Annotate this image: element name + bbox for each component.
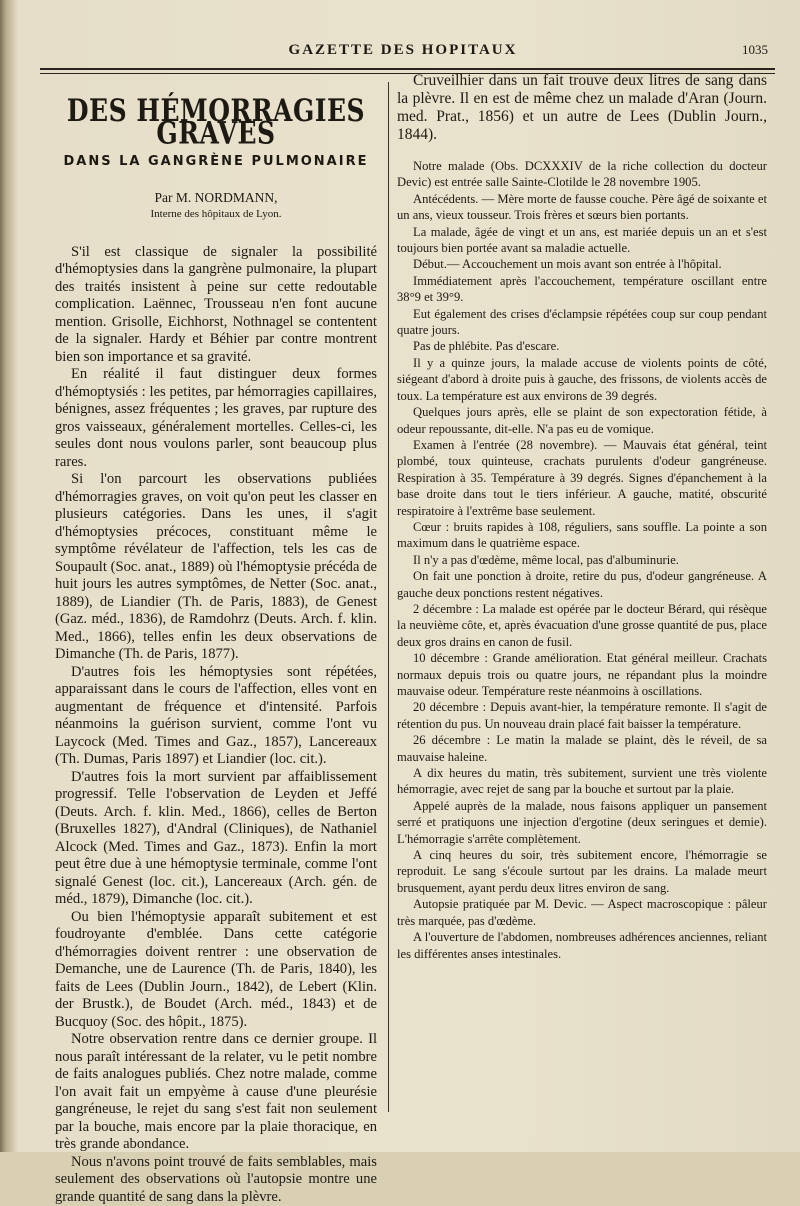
paragraph: En réalité il faut distinguer deux formes d'hémoptysiés : les petites, par hémorragies capillaires, bénignes, assez fréquentes ; les graves, par rupture des gros vaisseaux, généralement mortelles. Celles-ci, les seules dont nous voulons parler, sont beaucoup plus rares. xyxy=(55,366,377,471)
right-column xyxy=(397,72,767,962)
paragraph: Si l'on parcourt les observations publiées d'hémorragies graves, on voit qu'on peut les classer en plusieurs catégories. Dans les unes, il s'agit d'hémoptysies précoces, constituant même le symptôme révélateur de l'affection, tels les cas de Soupault (Soc. anat., 1889) où l'hémoptysie précéda de huit jours les autres symptômes, de Netter (Soc. anat., 1889), de Liandier (Th. de Paris, 1883), de Genest (Gaz. méd., 1836), de Ramdohrz (Deuts. Arch. f. klin. Med., 1866), telles enfin les deux observations de Dimanche (Th. de Paris, 1877). xyxy=(55,471,377,664)
journal-title: GAZETTE DES HOPITAUX xyxy=(38,42,768,59)
paragraph: On fait une ponction à droite, retire du pus, d'odeur gangréneuse. A gauche deux ponctions restent négatives. xyxy=(397,568,767,601)
column-divider xyxy=(388,82,389,1112)
intro-paragraph: Cruveilhier dans un fait trouve deux litres de sang dans la plèvre. Il en est de même chez un malade d'Aran (Journ. med. Prat., 1856) et un autre de Lees (Dublin Journ., 1844). xyxy=(397,72,767,144)
paragraph: Il y a quinze jours, la malade accuse de violents points de côté, siégeant d'abord à droite puis à gauche, des frissons, de violents accès de toux. La température est aux environs de 39 degrés. xyxy=(397,355,767,404)
article-author: Par M. NORDMANN, xyxy=(55,189,377,207)
paragraph: A dix heures du matin, très subitement, survient une très violente hémorragie, avec rejet de sang par la bouche et surtout par la plaie. xyxy=(397,765,767,798)
paragraph: Eut également des crises d'éclampsie répétées coup sur coup pendant quatre jours. xyxy=(397,306,767,339)
paragraph: Examen à l'entrée (28 novembre). — Mauvais état général, teint plombé, toux quinteuse, crachats purulents d'odeur gangréneuse. Respiration à 35. Température à 39 degrés. Signes d'épanchement à la base droite dans tout le tiers inférieur. A gauche, matité, obscurité respiratoire à l'extrême base seulement. xyxy=(397,437,767,519)
article-subtitle: DANS LA GANGRÈNE PULMONAIRE xyxy=(55,153,377,171)
paragraph: 2 décembre : La malade est opérée par le docteur Bérard, qui résèque la neuvième côte, et, après évacuation d'une grosse quantité de pus, place deux gros drains en canon de fusil. xyxy=(397,601,767,650)
paragraph: S'il est classique de signaler la possibilité d'hémoptysies dans la gangrène pulmonaire, la plupart des traités insistent à peine sur cette redoutable complication. Laënnec, Trousseau n'en font aucune mention. Grisolle, Eichhorst, Nothnagel se contentent de la signaler. Hardy et Béhier par contre montrent bien son importance et sa gravité. xyxy=(55,244,377,367)
paragraph: Notre malade (Obs. DCXXXIV de la riche collection du docteur Devic) est entrée salle Sainte-Clotilde le 28 novembre 1905. xyxy=(397,158,767,191)
paragraph: La malade, âgée de vingt et un ans, est mariée depuis un an et s'est toujours bien portée avant sa maladie actuelle. xyxy=(397,224,767,257)
paragraph: A cinq heures du soir, très subitement encore, l'hémorragie se reproduit. Le sang s'écoule surtout par les drains. La malade meurt brusquement, ayant perdu deux litres environ de sang. xyxy=(397,847,767,896)
paragraph: A l'ouverture de l'abdomen, nombreuses adhérences anciennes, reliant les différentes anses intestinales. xyxy=(397,929,767,962)
header-rule xyxy=(40,68,775,70)
paragraph: Quelques jours après, elle se plaint de son expectoration fétide, à odeur repoussante, dit-elle. N'a pas eu de vomique. xyxy=(397,404,767,437)
page-number: 1035 xyxy=(742,42,768,58)
paragraph: 10 décembre : Grande amélioration. Etat général meilleur. Crachats normaux depuis trois ou quatre jours, ne répandant plus la moindre mauvaise odeur. Température reste néanmoins à oscillations. xyxy=(397,650,767,699)
paragraph: Notre observation rentre dans ce dernier groupe. Il nous paraît intéressant de la relater, vu le petit nombre de faits analogues publiés. Chez notre malade, comme l'on avait fait un empyème à cause d'une pleurésie gangréneuse, le rejet du sang s'est fait non seulement par la bouche, mais encore par la plaie thoracique, en très grande abondance. xyxy=(55,1031,377,1154)
paragraph: Pas de phlébite. Pas d'escare. xyxy=(397,338,767,354)
paragraph: Autopsie pratiquée par M. Devic. — Aspect macroscopique : pâleur très marquée, pas d'œdème. xyxy=(397,896,767,929)
paragraph: D'autres fois les hémoptysies sont répétées, apparaissant dans le cours de l'affection, elles vont en augmentant de fréquence et d'intensité. Parfois néanmoins la guérison survient, comme l'ont vu Laycock (Med. Times and Gaz., 1857), Lancereaux (Th. Dumas, Paris 1897) et Liandier (loc. cit.). xyxy=(55,664,377,769)
paragraph: D'autres fois la mort survient par affaiblissement progressif. Telle l'observation de Leyden et Jeffé (Deuts. Arch. f. klin. Med., 1866), celles de Berton (Bruxelles 1827), d'Andral (Cliniques), de Nathaniel Alcock (Med. Times and Gaz., 1873). Enfin la mort peut être due à une hémoptysie terminale, comme l'ont signalé Genest (loc. cit.), Lancereaux (Arch. gén. de méd., 1879), Dimanche (loc. cit.). xyxy=(55,769,377,909)
paragraph: Antécédents. — Mère morte de fausse couche. Père âgé de soixante et un ans, vieux tousseur. Trois frères et sœurs bien portants. xyxy=(397,191,767,224)
page-header xyxy=(38,42,768,66)
paragraph: Ou bien l'hémoptysie apparaît subitement et est foudroyante d'emblée. Dans cette catégorie d'hémorragies doivent rentrer : une observation de Demanche, une de Laurence (Th. de Paris, 1840), les faits de Lees (Dublin Journ., 1842), de Lebert (Klin. der Brustk.), de Boudet (Arch. méd., 1843) et de Bucquoy (Soc. des hôpit., 1875). xyxy=(55,909,377,1032)
paragraph: Appelé auprès de la malade, nous faisons appliquer un pansement serré et pratiquons une injection d'ergotine (deux seringues et demie). L'hémorragie s'arrête complètement. xyxy=(397,798,767,847)
paragraph: Nous n'avons point trouvé de faits semblables, mais seulement des observations où l'autopsie montre une grande quantité de sang dans la plèvre. xyxy=(55,1154,377,1206)
paragraph: Cœur : bruits rapides à 108, réguliers, sans souffle. La pointe a son maximum dans le quatrième espace. xyxy=(397,519,767,552)
paragraph: Début.— Accouchement un mois avant son entrée à l'hôpital. xyxy=(397,256,767,272)
paragraph: 26 décembre : Le matin la malade se plaint, dès le réveil, de sa mauvaise haleine. xyxy=(397,732,767,765)
article-title: DES HÉMORRAGIES GRAVES xyxy=(55,100,377,144)
left-column xyxy=(55,84,377,1206)
paragraph: 20 décembre : Depuis avant-hier, la température remonte. Il s'agit de rétention du pus. Un nouveau drain placé fait baisser la température. xyxy=(397,699,767,732)
observation-text xyxy=(397,158,767,962)
paragraph: Immédiatement après l'accouchement, température oscillant entre 38°9 et 39°9. xyxy=(397,273,767,306)
author-affiliation: Interne des hôpitaux de Lyon. xyxy=(55,206,377,224)
paragraph: Il n'y a pas d'œdème, même local, pas d'albuminurie. xyxy=(397,552,767,568)
